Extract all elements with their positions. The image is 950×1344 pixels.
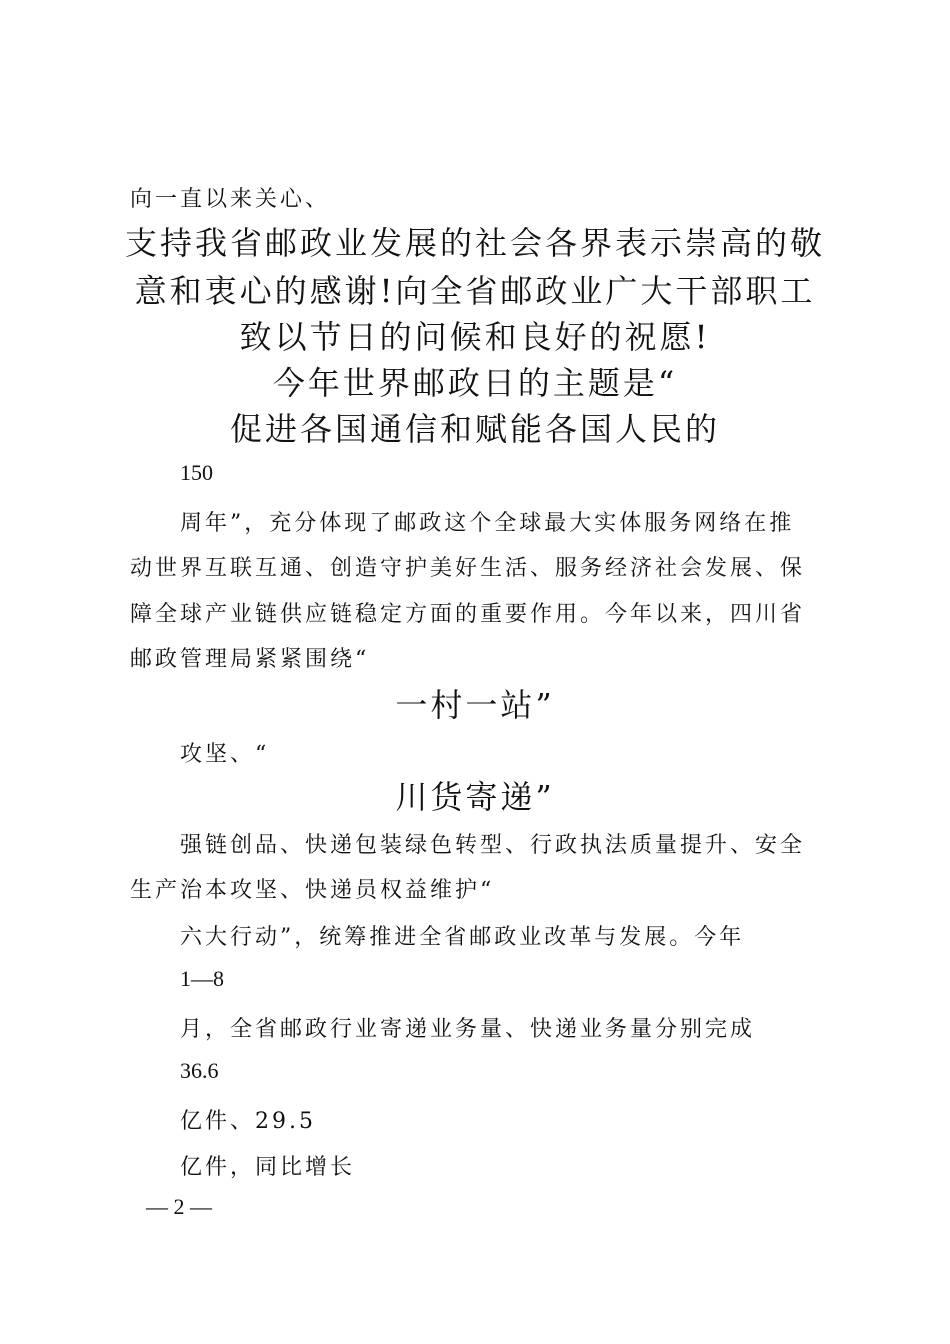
number-range: 1—8: [180, 966, 224, 991]
paragraph-5: 亿件、29.5: [180, 1109, 316, 1134]
paragraph-2-line-1: 强链创品、快递包装绿色转型、行政执法质量提升、安全: [180, 833, 806, 858]
paragraph-3: 六大行动”，统筹推进全省邮政业改革与发展。今年: [180, 925, 745, 950]
emphasis-chuanhuojidi: 川货寄递”: [395, 778, 555, 816]
paragraph-1-line-4: 邮政管理局紧紧围绕“: [130, 647, 370, 672]
heading-line-5: 促进各国通信和赋能各国人民的: [229, 410, 720, 448]
paragraph-2-line-2: 生产治本攻坚、快递员权益维护“: [130, 878, 495, 903]
paragraph-1-line-2: 动世界互联互通、创造守护美好生活、服务经济社会发展、保: [130, 556, 806, 581]
paragraph-1-line-1: 周年”，充分体现了邮政这个全球最大实体服务网络在推: [180, 511, 795, 536]
heading-line-4: 今年世界邮政日的主题是“: [272, 364, 678, 402]
paragraph-1-line-3: 障全球产业链供应链稳定方面的重要作用。今年以来，四川省: [130, 602, 806, 627]
heading-line-1: 支持我省邮政业发展的社会各界表示崇高的敬: [124, 224, 825, 262]
number-36-6: 36.6: [180, 1058, 219, 1083]
page-number: — 2 —: [146, 1194, 212, 1219]
number-150: 150: [180, 460, 213, 485]
gongjian-line: 攻坚、“: [180, 742, 270, 767]
intro-line: 向一直以来关心、: [130, 187, 331, 212]
heading-line-2: 意和衷心的感谢!向全省邮政业广大干部职工: [134, 272, 816, 310]
paragraph-6: 亿件，同比增长: [180, 1155, 356, 1180]
emphasis-yicunyizhan: 一村一站”: [395, 686, 555, 724]
paragraph-4: 月，全省邮政行业寄递业务量、快递业务量分别完成: [180, 1017, 756, 1042]
heading-line-3: 致以节日的问候和良好的祝愿!: [239, 318, 711, 356]
